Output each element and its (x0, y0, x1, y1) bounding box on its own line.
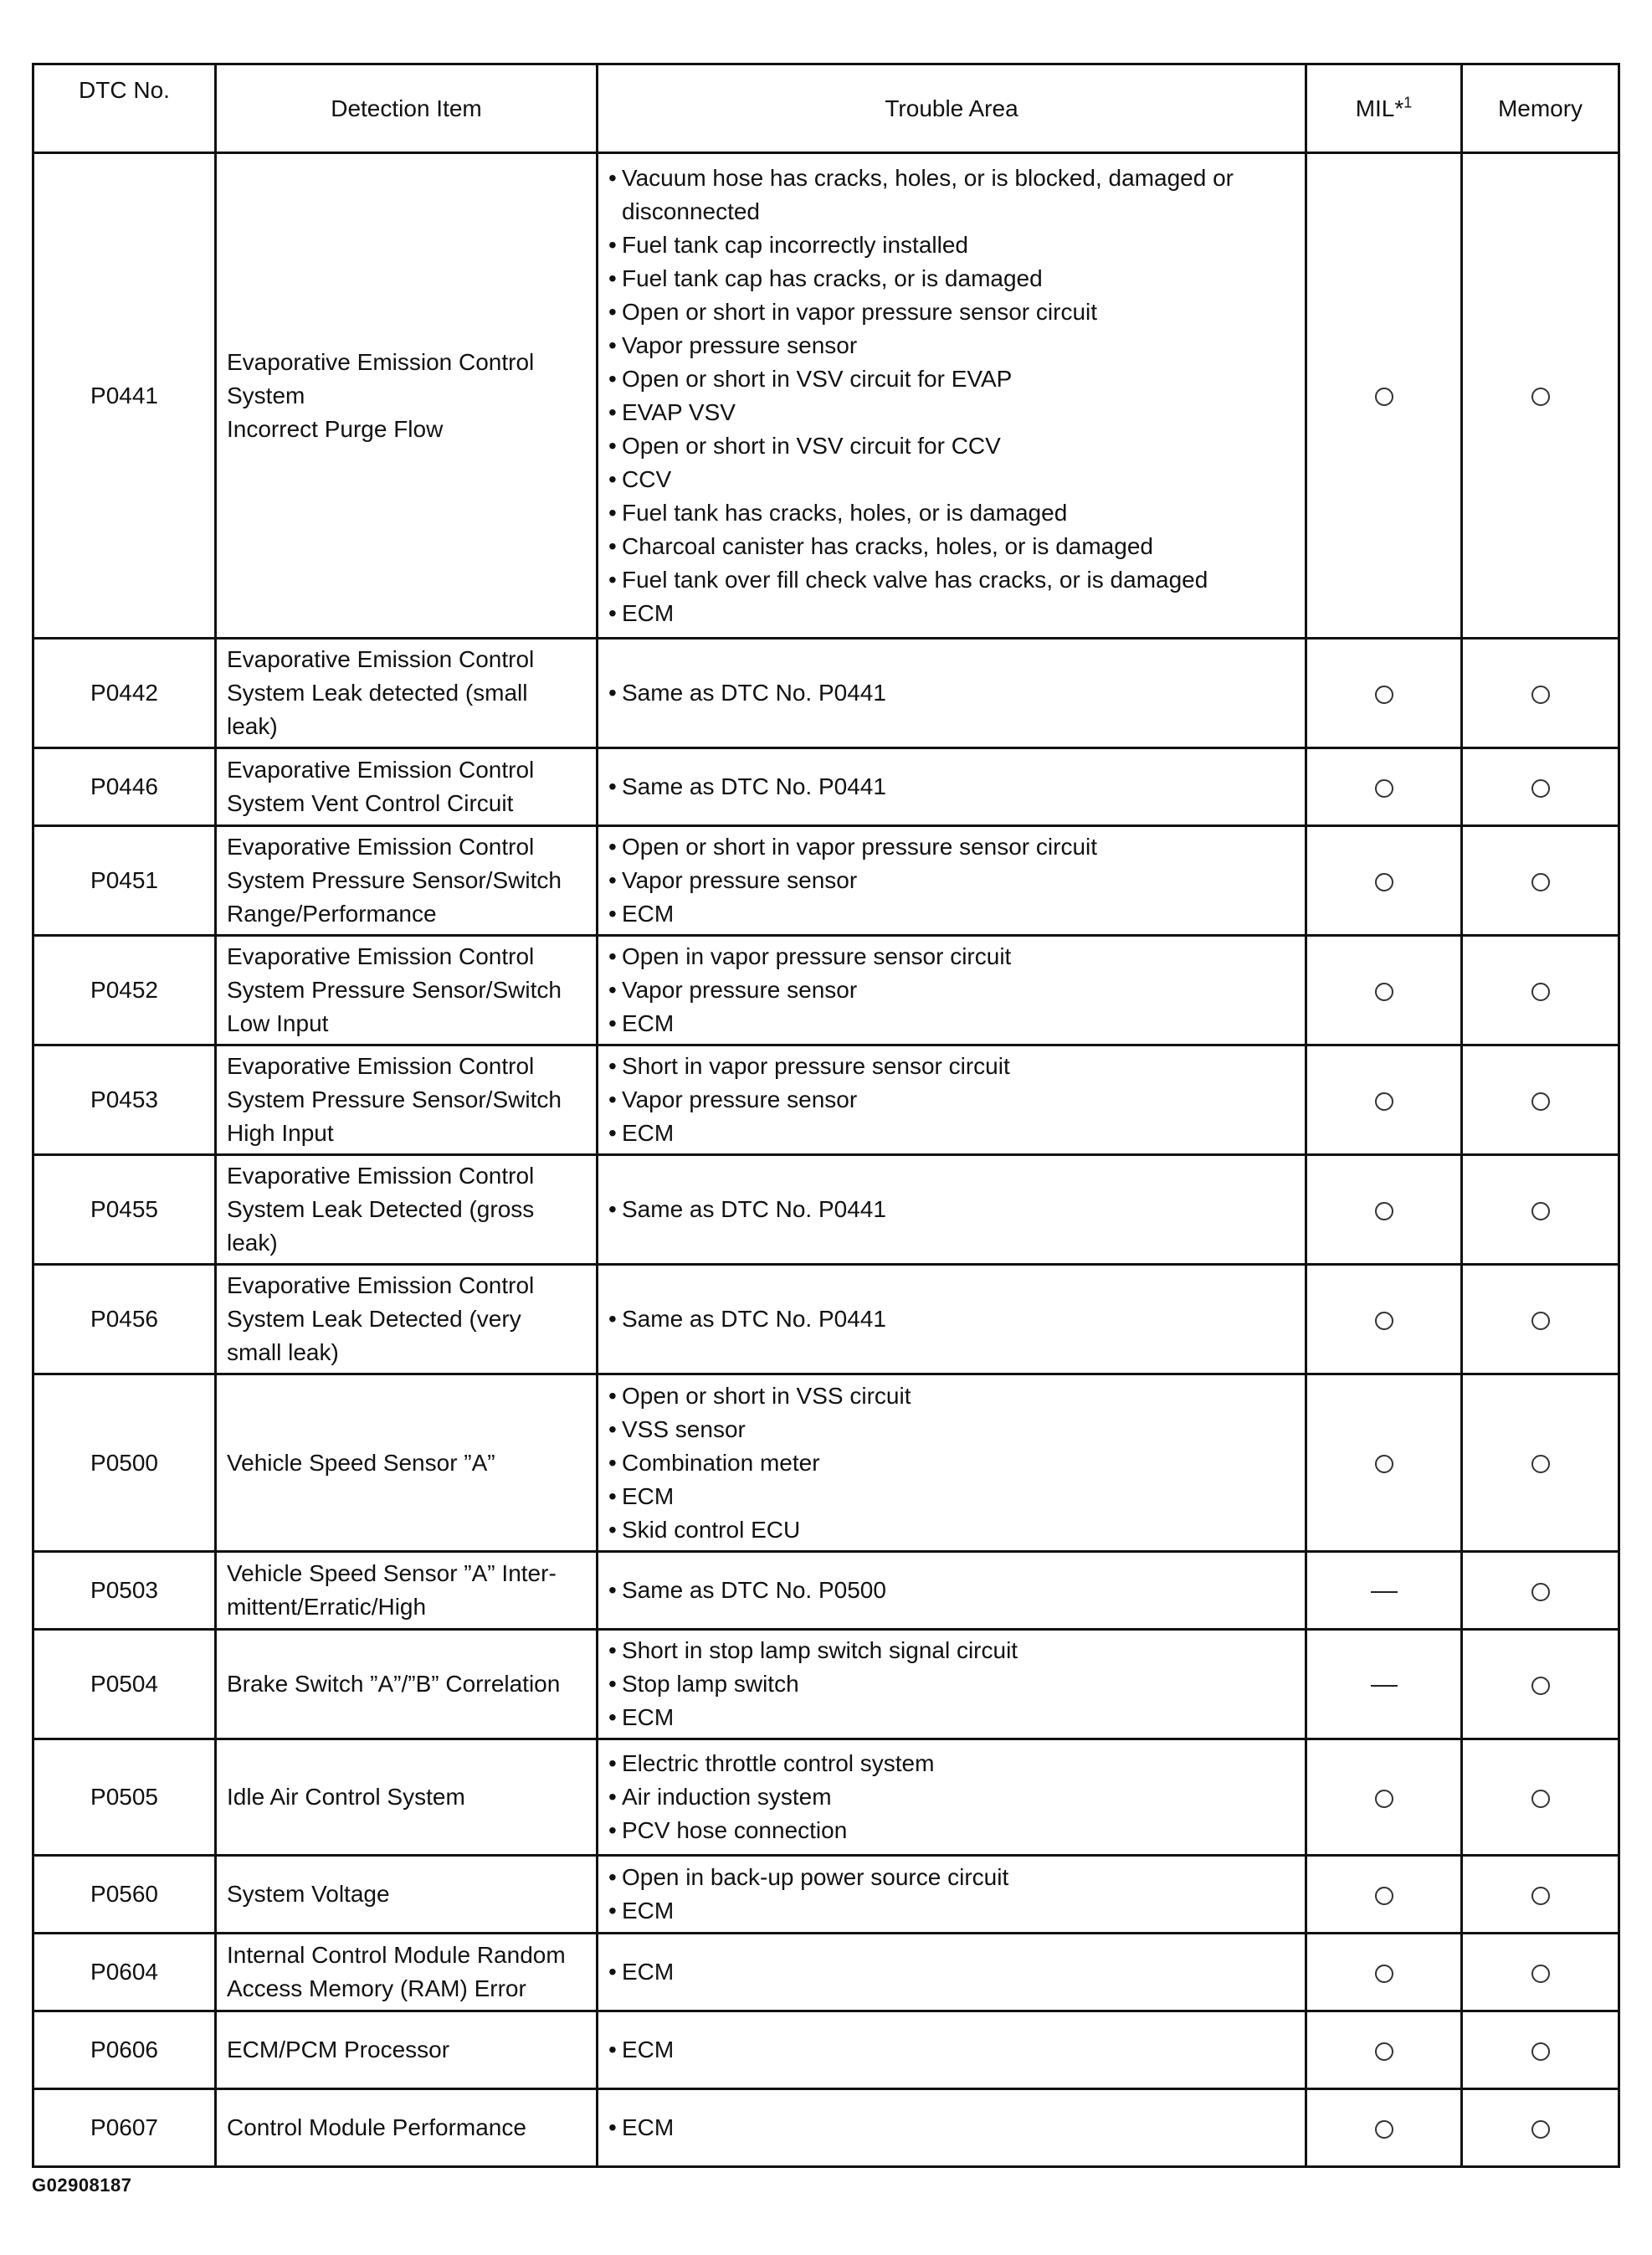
detection-item (216, 1630, 598, 1739)
trouble-area-list (608, 1050, 1295, 1150)
mil-cell (1306, 2089, 1462, 2167)
table-row (33, 153, 1619, 639)
mil-cell (1306, 1630, 1462, 1739)
circle-mark-icon (1531, 983, 1550, 1001)
trouble-area-item: • Charcoal canister has cracks, holes, or is damaged (608, 530, 1295, 563)
detection-item-line: Evaporative Emission Control (227, 943, 535, 969)
trouble-area (598, 2011, 1306, 2089)
dtc-code: P0446 (33, 748, 216, 826)
detection-item (216, 1934, 598, 2011)
memory-cell (1462, 936, 1619, 1045)
trouble-area (598, 1265, 1306, 1374)
dtc-code: P0606 (33, 2011, 216, 2089)
circle-mark-icon (1375, 1790, 1393, 1808)
trouble-area (598, 153, 1306, 639)
detection-item-line: Access Memory (RAM) Error (227, 1975, 526, 2001)
dtc-code: P0607 (33, 2089, 216, 2167)
trouble-area-item: • ECM (608, 1007, 1295, 1040)
trouble-area-item: • Skid control ECU (608, 1513, 1295, 1547)
circle-mark-icon (1375, 2042, 1393, 2061)
mil-cell (1306, 1552, 1462, 1630)
circle-mark-icon (1375, 1965, 1393, 1983)
memory-cell (1462, 1374, 1619, 1552)
circle-mark-icon (1375, 983, 1393, 1001)
detection-item-line: Evaporative Emission Control (227, 1272, 535, 1298)
detection-item (216, 748, 598, 826)
trouble-area-list (608, 2111, 1295, 2145)
table-row (33, 1374, 1619, 1552)
dtc-code: P0500 (33, 1374, 216, 1552)
trouble-area-item: • Short in vapor pressure sensor circuit (608, 1050, 1295, 1083)
trouble-area-item: • Electric throttle control system (608, 1747, 1295, 1780)
trouble-area-item: • ECM (608, 1894, 1295, 1928)
table-row (33, 1856, 1619, 1934)
table-row (33, 1045, 1619, 1155)
table-row (33, 2011, 1619, 2089)
trouble-area-list (608, 1955, 1295, 1989)
dtc-code: P0442 (33, 639, 216, 748)
dash-mark-icon (1371, 1685, 1398, 1687)
mil-cell (1306, 639, 1462, 748)
detection-item (216, 1265, 598, 1374)
detection-item-line: System Voltage (227, 1881, 390, 1907)
circle-mark-icon (1375, 2120, 1393, 2139)
header-row (33, 64, 1619, 153)
trouble-area-item: • VSS sensor (608, 1413, 1295, 1446)
table-row (33, 1552, 1619, 1630)
detection-item-line: System Pressure Sensor/Switch (227, 977, 562, 1003)
circle-mark-icon (1531, 1965, 1550, 1983)
trouble-area-list (608, 676, 1295, 710)
detection-item-line: System Pressure Sensor/Switch (227, 1086, 562, 1112)
trouble-area-item: • ECM (608, 597, 1295, 630)
detection-item (216, 2011, 598, 2089)
trouble-area-item: • Air induction system (608, 1780, 1295, 1814)
trouble-area-item: • Vapor pressure sensor (608, 973, 1295, 1007)
detection-item-line: Evaporative Emission Control (227, 757, 535, 783)
trouble-area-item: • Combination meter (608, 1446, 1295, 1480)
detection-item-line: System Leak Detected (very (227, 1306, 521, 1332)
trouble-area (598, 1630, 1306, 1739)
memory-cell (1462, 1265, 1619, 1374)
memory-cell (1462, 1856, 1619, 1934)
trouble-area-item: • Vapor pressure sensor (608, 864, 1295, 897)
trouble-area-item: • Fuel tank has cracks, holes, or is damaged (608, 496, 1295, 530)
trouble-area-list (608, 830, 1295, 931)
dtc-code: P0560 (33, 1856, 216, 1934)
detection-item-line: Internal Control Module Random (227, 1942, 566, 1968)
detection-item (216, 826, 598, 936)
trouble-area-item: • ECM (608, 2033, 1295, 2067)
trouble-area-item: • Open or short in vapor pressure sensor circuit (608, 295, 1295, 329)
detection-item-line: Evaporative Emission Control (227, 1163, 535, 1189)
memory-cell (1462, 1630, 1619, 1739)
detection-item-line: Control Module Performance (227, 2114, 526, 2140)
mil-cell (1306, 1374, 1462, 1552)
detection-item-line: Evaporative Emission Control (227, 834, 535, 860)
trouble-area-item: • CCV (608, 463, 1295, 496)
trouble-area-list (608, 1634, 1295, 1734)
mil-footnote-mark: 1 (1403, 94, 1413, 111)
trouble-area-item: • Short in stop lamp switch signal circuit (608, 1634, 1295, 1667)
detection-item-line: mittent/Erratic/High (227, 1594, 427, 1620)
circle-mark-icon (1531, 1312, 1550, 1330)
dtc-code: P0503 (33, 1552, 216, 1630)
trouble-area-item: • Vacuum hose has cracks, holes, or is blocked, damaged or disconnected (608, 162, 1295, 229)
dtc-code: P0455 (33, 1155, 216, 1265)
detection-item (216, 936, 598, 1045)
trouble-area (598, 1155, 1306, 1265)
trouble-area-item: • Stop lamp switch (608, 1667, 1295, 1701)
trouble-area-item: • Fuel tank over fill check valve has cracks, or is damaged (608, 563, 1295, 597)
table-row (33, 1934, 1619, 2011)
memory-cell (1462, 153, 1619, 639)
detection-item-line: Evaporative Emission Control (227, 1053, 535, 1079)
memory-cell (1462, 748, 1619, 826)
detection-item-line: leak) (227, 713, 278, 739)
trouble-area (598, 1374, 1306, 1552)
dtc-code: P0452 (33, 936, 216, 1045)
trouble-area-list (608, 940, 1295, 1040)
detection-item-line: Incorrect Purge Flow (227, 415, 444, 442)
trouble-area-list (608, 1193, 1295, 1226)
circle-mark-icon (1375, 1887, 1393, 1905)
mil-cell (1306, 936, 1462, 1045)
dtc-table (32, 63, 1620, 2168)
dtc-code: P0453 (33, 1045, 216, 1155)
detection-item-line: System Vent Control Circuit (227, 790, 514, 816)
table-row (33, 936, 1619, 1045)
trouble-area (598, 1552, 1306, 1630)
detection-item-line: leak) (227, 1230, 278, 1256)
detection-item-line: small leak) (227, 1339, 339, 1365)
memory-cell (1462, 1045, 1619, 1155)
detection-item-line: System Leak detected (small (227, 680, 528, 706)
trouble-area-list (608, 1379, 1295, 1547)
detection-item (216, 153, 598, 639)
circle-mark-icon (1375, 873, 1393, 891)
trouble-area (598, 1045, 1306, 1155)
memory-cell (1462, 1934, 1619, 2011)
trouble-area (598, 1856, 1306, 1934)
trouble-area-list (608, 162, 1295, 630)
circle-mark-icon (1531, 388, 1550, 406)
detection-item (216, 2089, 598, 2167)
trouble-area-item: • Same as DTC No. P0441 (608, 770, 1295, 804)
header-mil: MIL*$^1$ (1306, 64, 1462, 153)
table-row (33, 826, 1619, 936)
header-detection-item: Detection Item (216, 64, 598, 153)
detection-item-line: Evaporative Emission Control (227, 348, 535, 375)
mil-cell (1306, 1856, 1462, 1934)
detection-item-line: Evaporative Emission Control (227, 646, 535, 672)
circle-mark-icon (1375, 388, 1393, 406)
table-row (33, 1155, 1619, 1265)
trouble-area-item: • ECM (608, 1117, 1295, 1150)
dtc-code: P0505 (33, 1739, 216, 1856)
dtc-code: P0451 (33, 826, 216, 936)
trouble-area-item: • Same as DTC No. P0441 (608, 676, 1295, 710)
trouble-area-item: • ECM (608, 1480, 1295, 1513)
trouble-area (598, 826, 1306, 936)
table-body (33, 153, 1619, 2167)
trouble-area (598, 1934, 1306, 2011)
table-row (33, 1630, 1619, 1739)
trouble-area-list (608, 770, 1295, 804)
memory-cell (1462, 826, 1619, 936)
mil-cell (1306, 2011, 1462, 2089)
detection-item-line: Range/Performance (227, 901, 437, 927)
mil-cell (1306, 748, 1462, 826)
mil-cell (1306, 1265, 1462, 1374)
memory-cell (1462, 639, 1619, 748)
trouble-area-item: • ECM (608, 1701, 1295, 1734)
circle-mark-icon (1531, 779, 1550, 798)
memory-cell (1462, 1552, 1619, 1630)
trouble-area (598, 639, 1306, 748)
circle-mark-icon (1531, 1202, 1550, 1220)
detection-item-line: System Leak Detected (gross (227, 1196, 535, 1222)
trouble-area-item: • Open or short in VSV circuit for CCV (608, 429, 1295, 463)
detection-item (216, 1155, 598, 1265)
trouble-area-item: • Fuel tank cap has cracks, or is damaged (608, 262, 1295, 295)
dtc-code: P0441 (33, 153, 216, 639)
mil-cell (1306, 153, 1462, 639)
table-row (33, 748, 1619, 826)
table-row (33, 1265, 1619, 1374)
table-header (33, 64, 1619, 153)
mil-cell (1306, 1045, 1462, 1155)
mil-cell (1306, 1155, 1462, 1265)
circle-mark-icon (1531, 1455, 1550, 1473)
trouble-area (598, 1739, 1306, 1856)
dash-mark-icon (1371, 1591, 1398, 1593)
trouble-area-list (608, 1574, 1295, 1607)
header-trouble-area: Trouble Area (598, 64, 1306, 153)
circle-mark-icon (1531, 1887, 1550, 1905)
circle-mark-icon (1531, 686, 1550, 704)
memory-cell (1462, 2011, 1619, 2089)
detection-item (216, 639, 598, 748)
trouble-area-item: • Open or short in vapor pressure sensor circuit (608, 830, 1295, 864)
circle-mark-icon (1531, 1092, 1550, 1111)
circle-mark-icon (1531, 2120, 1550, 2139)
trouble-area-item: • Open or short in VSS circuit (608, 1379, 1295, 1413)
trouble-area-item: • Fuel tank cap incorrectly installed (608, 229, 1295, 262)
memory-cell (1462, 1739, 1619, 1856)
circle-mark-icon (1375, 686, 1393, 704)
trouble-area-item: • Vapor pressure sensor (608, 329, 1295, 362)
trouble-area-item: • ECM (608, 2111, 1295, 2145)
trouble-area-item: • ECM (608, 897, 1295, 931)
detection-item (216, 1552, 598, 1630)
detection-item (216, 1374, 598, 1552)
circle-mark-icon (1375, 1312, 1393, 1330)
header-dtc-no: DTC No. (33, 64, 216, 153)
trouble-area-item: • ECM (608, 1955, 1295, 1989)
trouble-area-item: • Vapor pressure sensor (608, 1083, 1295, 1117)
detection-item (216, 1856, 598, 1934)
trouble-area (598, 936, 1306, 1045)
table-row (33, 2089, 1619, 2167)
trouble-area-item: • Same as DTC No. P0441 (608, 1193, 1295, 1226)
table-row (33, 639, 1619, 748)
trouble-area (598, 748, 1306, 826)
detection-item-line: System Pressure Sensor/Switch (227, 867, 562, 893)
trouble-area-item: • PCV hose connection (608, 1814, 1295, 1847)
dtc-code: P0604 (33, 1934, 216, 2011)
trouble-area-item: • EVAP VSV (608, 396, 1295, 429)
detection-item-line: Low Input (227, 1010, 329, 1036)
mil-cell (1306, 1934, 1462, 2011)
detection-item-line: Vehicle Speed Sensor ”A” Inter- (227, 1560, 557, 1586)
dtc-code: P0504 (33, 1630, 216, 1739)
circle-mark-icon (1375, 1455, 1393, 1473)
circle-mark-icon (1375, 779, 1393, 798)
header-memory: Memory (1462, 64, 1619, 153)
dtc-code: P0456 (33, 1265, 216, 1374)
mil-cell (1306, 1739, 1462, 1856)
trouble-area-item: • Open or short in VSV circuit for EVAP (608, 362, 1295, 396)
trouble-area-list (608, 1861, 1295, 1928)
trouble-area-item: • Open in vapor pressure sensor circuit (608, 940, 1295, 973)
detection-item-line: Brake Switch ”A”/”B” Correlation (227, 1671, 561, 1697)
memory-cell (1462, 2089, 1619, 2167)
trouble-area-item: • Same as DTC No. P0500 (608, 1574, 1295, 1607)
memory-cell (1462, 1155, 1619, 1265)
trouble-area-item: • Same as DTC No. P0441 (608, 1302, 1295, 1336)
table-row (33, 1739, 1619, 1856)
circle-mark-icon (1375, 1202, 1393, 1220)
circle-mark-icon (1531, 1583, 1550, 1601)
detection-item (216, 1739, 598, 1856)
figure-id: G02908187 (32, 2175, 132, 2196)
circle-mark-icon (1375, 1092, 1393, 1111)
circle-mark-icon (1531, 2042, 1550, 2061)
circle-mark-icon (1531, 873, 1550, 891)
detection-item-line: ECM/PCM Processor (227, 2037, 450, 2062)
mil-cell (1306, 826, 1462, 936)
detection-item-line: Vehicle Speed Sensor ”A” (227, 1449, 495, 1476)
detection-item-line: Idle Air Control System (227, 1784, 465, 1810)
circle-mark-icon (1531, 1677, 1550, 1695)
trouble-area-list (608, 1302, 1295, 1336)
trouble-area-list (608, 2033, 1295, 2067)
trouble-area (598, 2089, 1306, 2167)
trouble-area-list (608, 1747, 1295, 1847)
detection-item-line: System (227, 382, 305, 408)
circle-mark-icon (1531, 1790, 1550, 1808)
detection-item (216, 1045, 598, 1155)
detection-item-line: High Input (227, 1120, 334, 1146)
trouble-area-item: • Open in back-up power source circuit (608, 1861, 1295, 1894)
